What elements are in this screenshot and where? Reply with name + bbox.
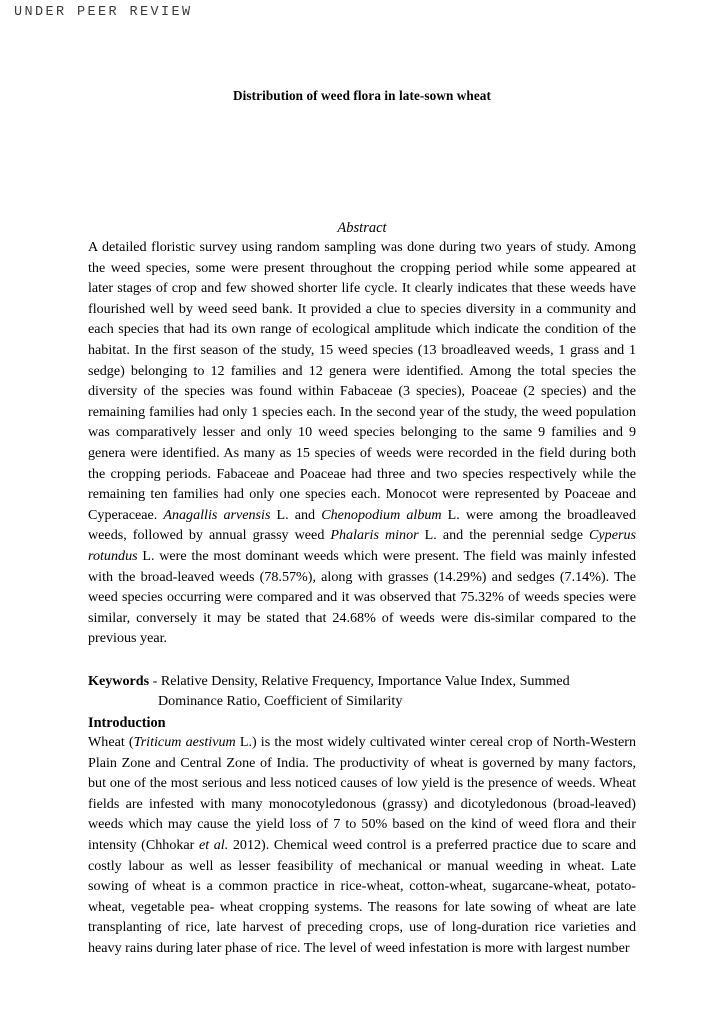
text-run: L. were the most dominant weeds which were present. The field was mainly infested with the broad-leaved weeds (78.57%), along with grasses (14.29%) and sedges (7.14%). The weed species occurring were compared and it was observed that 75.32% of weeds species were similar, conversely it may be stated that 24.68% of weeds were dis-similar compared to the previous year. xyxy=(88,547,636,647)
keywords-block xyxy=(88,671,636,712)
page-title: Distribution of weed flora in late-sown wheat xyxy=(233,88,491,103)
keywords-line-1: - Relative Density, Relative Frequency, Importance Value Index, Summed xyxy=(149,672,570,689)
keywords-label: Keywords xyxy=(88,672,150,689)
text-run: L. and xyxy=(270,506,322,523)
text-run: Cyperus rotundus xyxy=(88,527,636,564)
text-run: Wheat ( xyxy=(88,734,134,751)
text-run: A detailed floristic survey using random sampling was done during two years of study. Among the weed species, some were present throughout the cropping period while some appeared at later stages of crop and few showed shorter life cycle. It clearly indicates that these weeds have flourished well by weed seed bank. It provided a clue to species diversity in a community and each species that had its own range of ecological amplitude which indicate the condition of the habitat. In the first season of the study, 15 weed species (13 broadleaved weeds, 1 grass and 1 sedge) belonging to 12 families and 12 genera were identified. Among the total species the diversity of the species was found within Fabaceae (3 species), Poaceae (2 species) and the remaining families had only 1 species each. In the second year of the study, the weed population was comparatively lesser and only 10 weed species belonging to the same 9 families and 9 genera were identified. As many as 15 species of weeds were recorded in the field during both the cropping periods. Fabaceae and Poaceae had three and two species respectively while the remaining ten families had only one species each. Monocot were represented by Poaceae and Cyperaceae. xyxy=(88,239,636,523)
text-run: Anagallis arvensis xyxy=(163,506,271,523)
keywords-line-2: Dominance Ratio, Coefficient of Similarity xyxy=(158,693,403,710)
text-run: L. were among the broadleaved weeds, followed by annual grassy weed xyxy=(88,506,636,544)
text-run: L.) is the most widely cultivated winter cereal crop of North-Western Plain Zone and Central Zone of India. The productivity of wheat is governed by many factors, but one of the most serious and less noticed causes of low yield is the presence of weeds. Wheat fields are infested with many monocotyledonous (grassy) and dicotyledonous (broad-leaved) weeds which may cause the yield loss of 7 to 50% based on the kind of weed flora and their intensity (Chhokar xyxy=(88,734,636,854)
introduction-heading: Introduction xyxy=(88,715,166,732)
peer-review-watermark: UNDER PEER REVIEW xyxy=(14,5,193,20)
text-run: et al. xyxy=(198,837,229,854)
abstract-heading: Abstract xyxy=(337,220,387,236)
abstract-paragraph xyxy=(88,237,636,649)
document-content xyxy=(88,0,636,959)
text-run: Phalaris minor xyxy=(330,527,419,544)
text-run: Triticum aestivum xyxy=(133,734,236,751)
text-run: Chenopodium album xyxy=(321,506,442,523)
introduction-paragraph xyxy=(88,732,636,959)
text-run: 2012). Chemical weed control is a preferred practice due to scare and costly labour as well as lesser feasibility of mechanical or manual weeding in wheat. Late sowing of wheat is a common practice in rice-wheat, cotton-wheat, sugarcane-wheat, potato-wheat, vegetable pea- wheat cropping systems. The reasons for late sowing of wheat are late transplanting of rice, late harvest of preceding crops, use of long-duration rice varieties and heavy rains during later phase of rice. The level of weed infestation is more with largest number xyxy=(88,837,637,956)
text-run: L. and the perennial sedge xyxy=(418,527,589,544)
